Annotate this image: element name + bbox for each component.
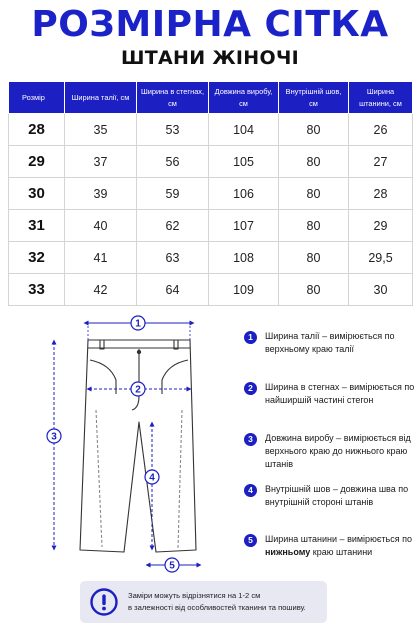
svg-text:2: 2 (135, 384, 141, 396)
svg-text:3: 3 (51, 431, 57, 443)
marker-1-icon (131, 316, 145, 330)
note-box (80, 581, 327, 623)
svg-text:5: 5 (169, 560, 175, 572)
table-cell-size: 31 (9, 210, 65, 242)
table-cell: 107 (209, 210, 279, 242)
note-line-1: Заміри можуть відрізнятися на 1-2 см (128, 591, 261, 600)
table-cell: 37 (65, 146, 137, 178)
table-cell: 41 (65, 242, 137, 274)
legend-desc: довжина шва по внутрішній стороні штанів (265, 484, 409, 507)
legend-term: Внутрішній шов – (265, 484, 338, 494)
table-cell-size: 29 (9, 146, 65, 178)
legend-item-hips (244, 381, 415, 407)
marker-5-icon (165, 558, 179, 572)
table-cell: 35 (65, 114, 137, 146)
table-row (9, 114, 413, 146)
table-cell-size: 32 (9, 242, 65, 274)
table-header-row (9, 82, 413, 114)
table-row (9, 146, 413, 178)
table-cell-size: 33 (9, 274, 65, 306)
column-header-inseam: Внутрішній шов, см (279, 82, 349, 114)
table-cell-size: 30 (9, 178, 65, 210)
legend-term: Ширина в стегнах – (265, 382, 347, 392)
svg-text:1: 1 (135, 318, 141, 330)
legend-item-length (244, 432, 415, 471)
table-row (9, 210, 413, 242)
legend-item-leg-width (244, 533, 415, 559)
table-cell: 29,5 (349, 242, 413, 274)
legend-desc-before: вимірюється по (347, 534, 412, 544)
legend-desc-bold: нижньому (265, 547, 311, 557)
size-table (8, 81, 413, 306)
legend-desc: вимірюється по найширшій частині стегон (265, 382, 415, 405)
table-row (9, 242, 413, 274)
table-cell: 64 (137, 274, 209, 306)
table-cell: 42 (65, 274, 137, 306)
table-cell: 28 (349, 178, 413, 210)
note-line-2: в залежності від особливостей тканини та пошиву. (128, 603, 306, 612)
table-cell: 80 (279, 178, 349, 210)
exclamation-icon (90, 588, 118, 616)
legend-number-badge: 4 (244, 484, 257, 497)
marker-2-icon (131, 382, 145, 396)
table-cell: 59 (137, 178, 209, 210)
legend-term: Ширина талії – (265, 331, 328, 341)
table-cell: 62 (137, 210, 209, 242)
page-title: РОЗМІРНА СІТКА (31, 4, 389, 45)
legend-item-inseam (244, 483, 415, 509)
legend-number-badge: 3 (244, 433, 257, 446)
table-cell: 29 (349, 210, 413, 242)
column-header-length: Довжина виробу, см (209, 82, 279, 114)
table-cell: 104 (209, 114, 279, 146)
table-cell: 39 (65, 178, 137, 210)
column-header-leg-width: Ширина штанини, см (349, 82, 413, 114)
table-cell-size: 28 (9, 114, 65, 146)
svg-text:4: 4 (149, 472, 155, 484)
table-cell: 26 (349, 114, 413, 146)
table-cell: 40 (65, 210, 137, 242)
table-cell: 80 (279, 210, 349, 242)
legend-number-badge: 5 (244, 534, 257, 547)
table-cell: 63 (137, 242, 209, 274)
marker-4-icon (145, 470, 159, 484)
marker-3-icon (47, 429, 61, 443)
trousers-outline-icon (80, 340, 196, 552)
table-cell: 80 (279, 146, 349, 178)
table-cell: 80 (279, 274, 349, 306)
table-row (9, 274, 413, 306)
table-cell: 106 (209, 178, 279, 210)
legend-number-badge: 1 (244, 331, 257, 344)
legend-desc: вимірюється від верхнього краю до нижнього краю штанів (265, 433, 411, 469)
table-cell: 80 (279, 114, 349, 146)
table-cell: 109 (209, 274, 279, 306)
column-header-size: Розмір (9, 82, 65, 114)
legend-item-waist (244, 330, 415, 356)
table-cell: 108 (209, 242, 279, 274)
legend-term: Довжина виробу – (265, 433, 342, 443)
table-cell: 27 (349, 146, 413, 178)
legend-desc-after: краю штанини (312, 547, 373, 557)
table-cell: 56 (137, 146, 209, 178)
column-header-hips: Ширина в стегнах, см (137, 82, 209, 114)
table-row (9, 178, 413, 210)
legend-desc: вимірюється по верхньому краю талії (265, 331, 395, 354)
trousers-diagram (0, 312, 240, 580)
table-cell: 105 (209, 146, 279, 178)
legend-number-badge: 2 (244, 382, 257, 395)
table-cell: 80 (279, 242, 349, 274)
page-subtitle: ШТАНИ ЖІНОЧІ (121, 47, 299, 69)
column-header-waist: Ширина талії, см (65, 82, 137, 114)
table-cell: 53 (137, 114, 209, 146)
legend-term: Ширина штанини – (265, 534, 345, 544)
table-cell: 30 (349, 274, 413, 306)
